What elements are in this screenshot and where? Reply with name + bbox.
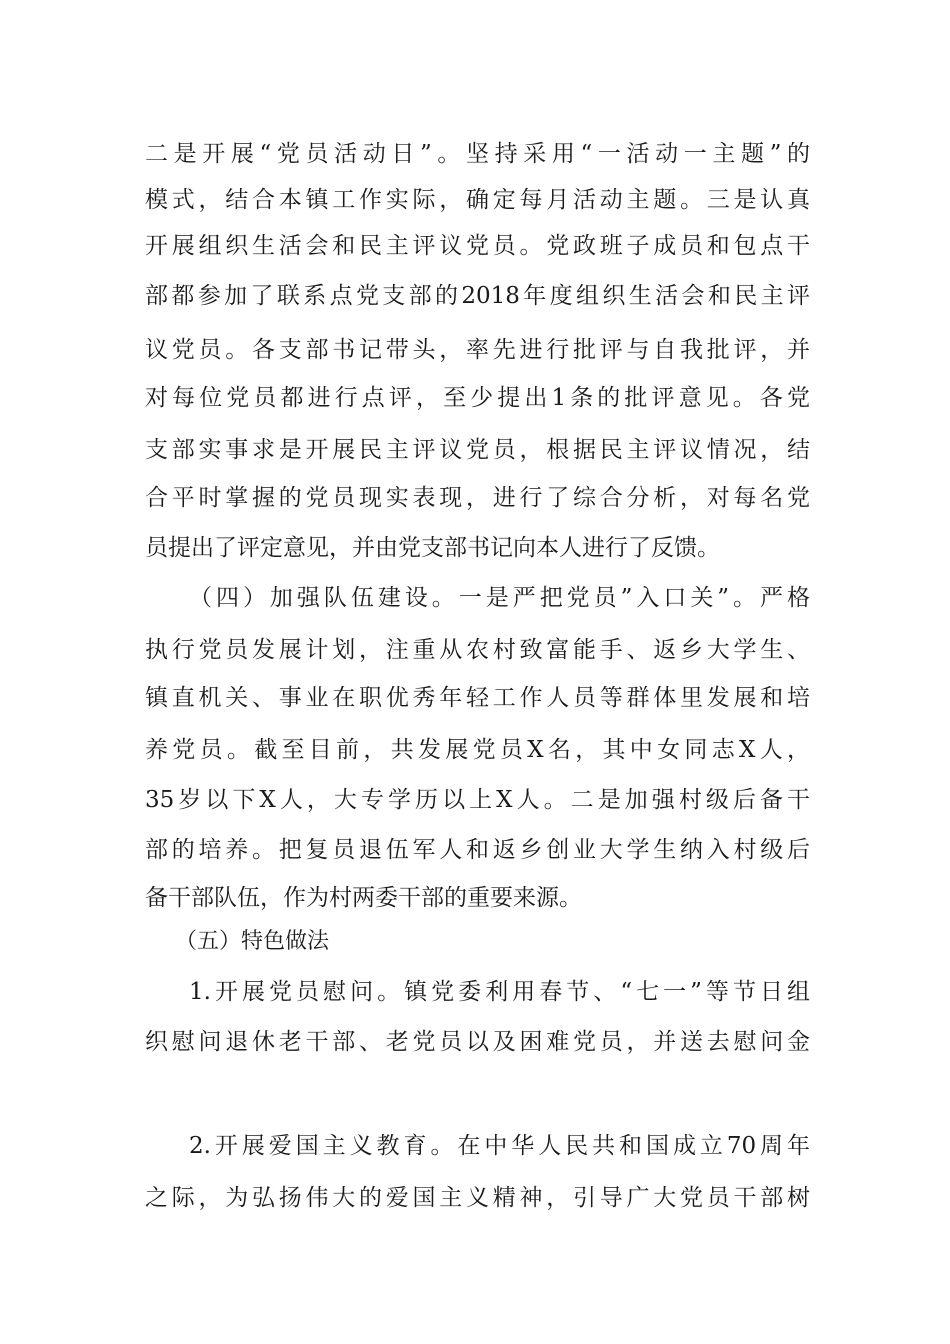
text-line: 支部实事求是开展民主评议党员，根据民主评议情况，结 — [145, 437, 810, 463]
text-line: 议党员。各支部书记带头，率先进行批评与自我批评，并 — [145, 337, 810, 363]
list-item-2: 2.开展爱国主义教育。在中华人民共和国成立70周年 — [189, 1133, 810, 1159]
text-line: 部都参加了联系点党支部的2018年度组织生活会和民主评 — [145, 283, 810, 309]
text-line: 合平时掌握的党员现实表现，进行了综合分析，对每名党 — [145, 485, 810, 511]
section-heading-4: （四）加强队伍建设。一是严把党员”入口关”。严格 — [189, 585, 810, 611]
text-line: 对每位党员都进行点评，至少提出1条的批评意见。各党 — [145, 385, 810, 411]
text-line: 备干部队伍，作为村两委干部的重要来源。 — [145, 885, 582, 911]
text-line: 员提出了评定意见，并由党支部书记向本人进行了反馈。 — [145, 535, 720, 561]
text-line: 之际，为弘扬伟大的爱国主义精神，引导广大党员干部树 — [145, 1185, 810, 1211]
section-heading-5: （五）特色做法 — [175, 929, 330, 954]
text-line: 开展组织生活会和民主评议党员。党政班子成员和包点干 — [145, 233, 810, 259]
text-line: 养党员。截至目前，共发展党员X名，其中女同志X人， — [145, 737, 810, 763]
text-line: 镇直机关、事业在职优秀年轻工作人员等群体里发展和培 — [145, 685, 810, 711]
text-line: 35岁以下X人，大专学历以上X人。二是加强村级后备干 — [145, 787, 810, 813]
text-line: 织慰问退休老干部、老党员以及困难党员，并送去慰问金 — [145, 1029, 810, 1055]
text-line: 二是开展“党员活动日”。坚持采用“一活动一主题”的 — [145, 141, 810, 167]
text-line: 模式，结合本镇工作实际，确定每月活动主题。三是认真 — [145, 187, 810, 213]
list-item-1: 1.开展党员慰问。镇党委利用春节、“七一”等节日组 — [189, 979, 810, 1005]
text-line: 部的培养。把复员退伍军人和返乡创业大学生纳入村级后 — [145, 837, 810, 863]
text-line: 执行党员发展计划，注重从农村致富能手、返乡大学生、 — [145, 637, 810, 663]
